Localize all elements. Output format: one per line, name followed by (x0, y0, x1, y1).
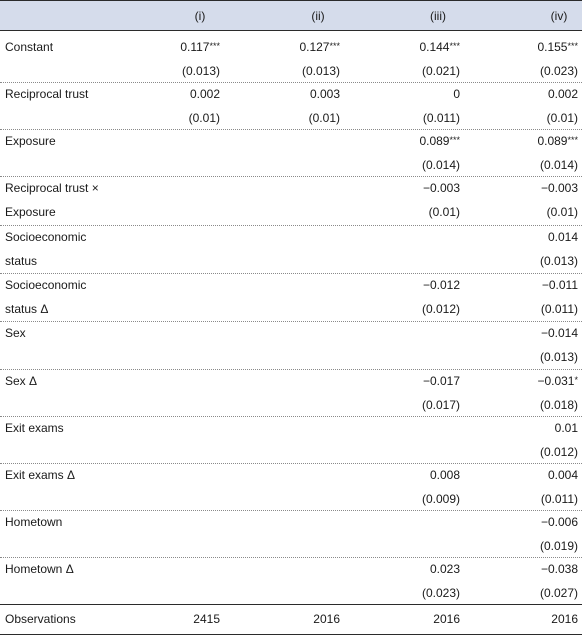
table-header (0, 0, 582, 31)
row-label: Socioeconomic (5, 278, 87, 292)
se-cell: (0.018) (539, 398, 578, 412)
coef-cell: 0.127*** (299, 40, 340, 54)
row-label-continued: status Δ (5, 302, 49, 316)
se-cell: (0.013) (301, 64, 340, 78)
se-cell: (0.027) (539, 586, 578, 600)
se-cell: (0.01) (308, 111, 340, 125)
coef-cell: 0.014 (547, 230, 578, 244)
coef-cell: −0.003 (540, 181, 578, 195)
se-cell: (0.013) (539, 254, 578, 268)
row-label: Sex (5, 326, 26, 340)
observations-value: 2016 (313, 612, 340, 626)
se-cell: (0.019) (539, 539, 578, 553)
observations-value: 2016 (551, 612, 578, 626)
row-label-continued: status (5, 254, 38, 268)
coef-cell: −0.031* (537, 374, 578, 388)
row-label: Exit exams (5, 421, 64, 435)
coef-cell: 0.008 (429, 468, 460, 482)
coef-cell: 0.01 (554, 421, 578, 435)
coef-cell: −0.017 (422, 374, 460, 388)
se-cell: (0.01) (188, 111, 220, 125)
se-cell: (0.01) (546, 205, 578, 219)
se-cell: (0.011) (422, 111, 460, 125)
se-cell: (0.021) (421, 64, 460, 78)
se-cell: (0.009) (421, 492, 460, 506)
row-label: Reciprocal trust (5, 87, 89, 101)
se-cell: (0.014) (421, 158, 460, 172)
se-cell: (0.01) (428, 205, 460, 219)
coef-cell: 0.002 (547, 87, 578, 101)
coef-cell: −0.038 (540, 562, 578, 576)
coef-cell: 0.003 (309, 87, 340, 101)
observations-value: 2415 (193, 612, 220, 626)
column-header-iv: (iv) (550, 9, 568, 23)
row-label: Hometown Δ (5, 562, 74, 576)
observations-divider (0, 604, 582, 605)
coef-cell: 0.144*** (419, 40, 460, 54)
table-bottom-rule (0, 634, 582, 635)
row-label: Hometown (5, 515, 63, 529)
coef-cell: 0.117*** (180, 40, 220, 54)
observations-value: 2016 (433, 612, 460, 626)
row-label: Exit exams Δ (5, 468, 76, 482)
coef-cell: 0.004 (547, 468, 578, 482)
coef-cell: 0.002 (189, 87, 220, 101)
coef-cell: −0.006 (540, 515, 578, 529)
coef-cell: 0.155*** (537, 40, 578, 54)
row-label: Exposure (5, 134, 56, 148)
coef-cell: 0 (453, 87, 460, 101)
row-label: Constant (5, 40, 54, 54)
column-header-iii: (iii) (430, 9, 446, 23)
coef-cell: −0.011 (541, 278, 578, 292)
se-cell: (0.014) (539, 158, 578, 172)
row-label: Socioeconomic (5, 230, 87, 244)
row-label: Reciprocal trust × (5, 181, 99, 195)
se-cell: (0.023) (421, 586, 460, 600)
se-cell: (0.023) (539, 64, 578, 78)
coef-cell: −0.014 (540, 326, 578, 340)
se-cell: (0.017) (421, 398, 460, 412)
column-header-i: (i) (194, 9, 206, 23)
coef-cell: −0.003 (422, 181, 460, 195)
se-cell: (0.011) (540, 492, 578, 506)
coef-cell: −0.012 (422, 278, 460, 292)
se-cell: (0.013) (539, 350, 578, 364)
se-cell: (0.012) (539, 445, 578, 459)
coef-cell: 0.023 (429, 562, 460, 576)
coef-cell: 0.089*** (537, 134, 578, 148)
se-cell: (0.013) (181, 64, 220, 78)
se-cell: (0.01) (546, 111, 578, 125)
coef-cell: 0.089*** (419, 134, 460, 148)
row-label-continued: Exposure (5, 205, 56, 219)
se-cell: (0.012) (421, 302, 460, 316)
column-header-ii: (ii) (311, 9, 325, 23)
se-cell: (0.011) (540, 302, 578, 316)
row-label: Sex Δ (5, 374, 38, 388)
observations-label: Observations (5, 612, 76, 626)
